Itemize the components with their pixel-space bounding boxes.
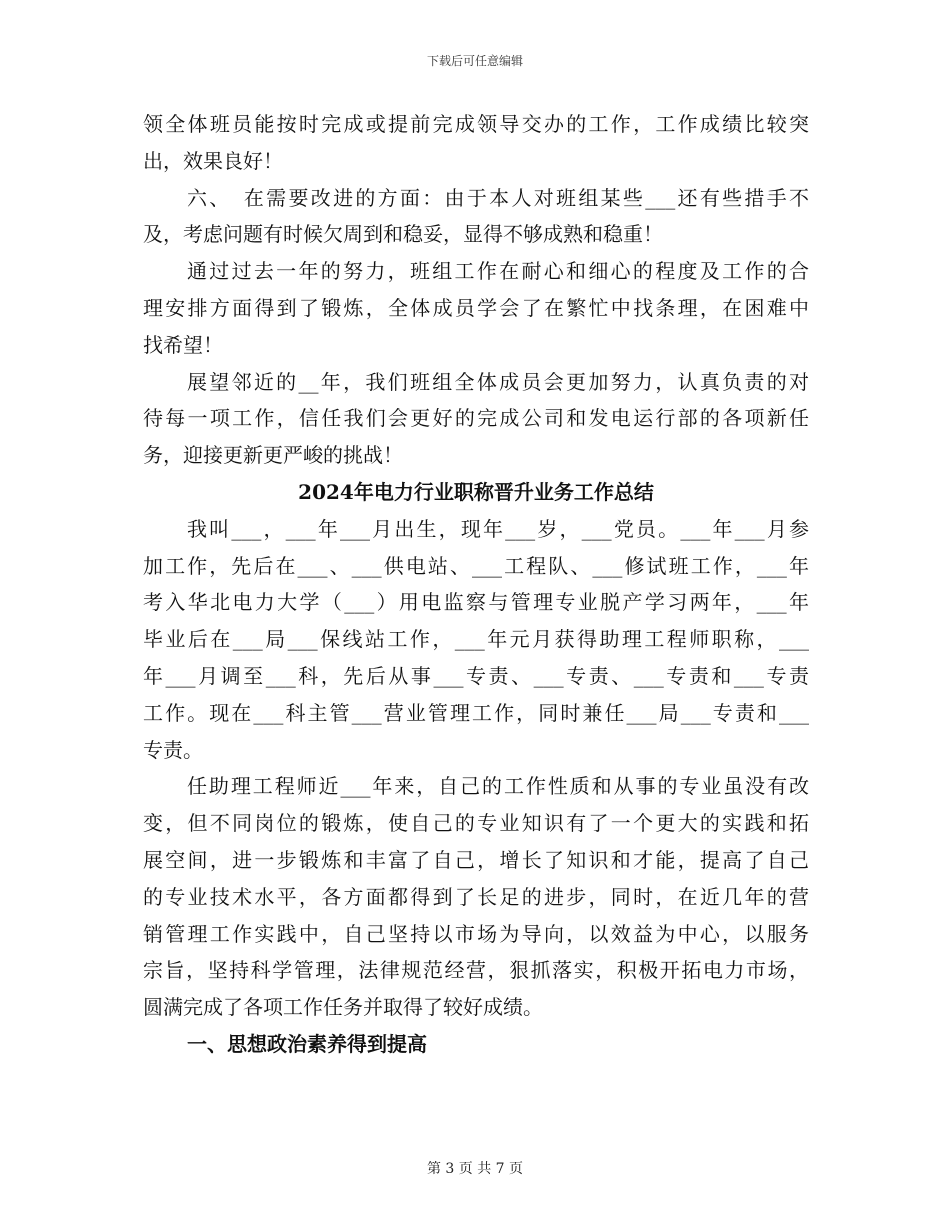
document-body (143, 106, 809, 1063)
text-line: 通过过去一年的努力，班组工作在耐心和细心的程度及工作的合 (187, 259, 809, 284)
text-line: 圆满完成了各项工作任务并取得了较好成绩。 (143, 995, 543, 1020)
text-line: 待每一项工作，信任我们会更好的完成公司和发电运行部的各项新任 (143, 406, 809, 431)
text-line: 考入华北电力大学（___）用电监察与管理专业脱产学习两年，___年 (143, 590, 809, 615)
text-line: 宗旨，坚持科学管理，法律规范经营，狠抓落实，积极开拓电力市场， (143, 958, 809, 983)
text-line: 我叫___，___年___月出生，现年___岁，___党员。___年___月参 (187, 516, 809, 541)
text-line: 六、 在需要改进的方面：由于本人对班组某些___还有些措手不 (187, 185, 809, 210)
text-line: 工作。现在___科主管___营业管理工作，同时兼任___局___专责和___ (143, 700, 809, 725)
text-line: 专责。 (143, 737, 203, 762)
text-line: 及，考虑问题有时候欠周到和稳妥，显得不够成熟和稳重！ (143, 222, 663, 247)
page-footer: 第 3 页 共 7 页 (426, 1161, 524, 1177)
text-line: 出，效果良好！ (143, 148, 283, 173)
text-line: 销管理工作实践中，自己坚持以市场为导向，以效益为中心，以服务 (143, 921, 809, 946)
section-heading: 一、思想政治素养得到提高 (187, 1031, 427, 1056)
page-header: 下载后可任意编辑 (426, 54, 523, 68)
section-title: 2024年电力行业职称晋升业务工作总结 (298, 479, 654, 504)
text-line: 找希望！ (143, 332, 223, 357)
text-line: 年___月调至___科，先后从事___专责、___专责、___专责和___专责 (143, 663, 809, 688)
text-line: 领全体班员能按时完成或提前完成领导交办的工作，工作成绩比较突 (143, 112, 809, 136)
text-line: 的专业技术水平，各方面都得到了长足的进步，同时，在近几年的营 (143, 884, 809, 909)
text-line: 任助理工程师近___年来，自己的工作性质和从事的专业虽没有改 (187, 774, 809, 799)
text-line: 毕业后在___局___保线站工作，___年元月获得助理工程师职称，___ (143, 627, 809, 652)
text-line: 展望邻近的__年，我们班组全体成员会更加努力，认真负责的对 (187, 369, 809, 394)
text-line: 理安排方面得到了锻炼，全体成员学会了在繁忙中找条理，在困难中 (143, 295, 809, 320)
text-line: 展空间，进一步锻炼和丰富了自己，增长了知识和才能，提高了自己 (143, 847, 809, 872)
text-line: 变，但不同岗位的锻炼，使自己的专业知识有了一个更大的实践和拓 (143, 811, 809, 836)
text-line: 加工作，先后在___、___供电站、___工程队、___修试班工作，___年 (143, 553, 809, 578)
text-line: 务，迎接更新更严峻的挑战！ (143, 443, 403, 468)
